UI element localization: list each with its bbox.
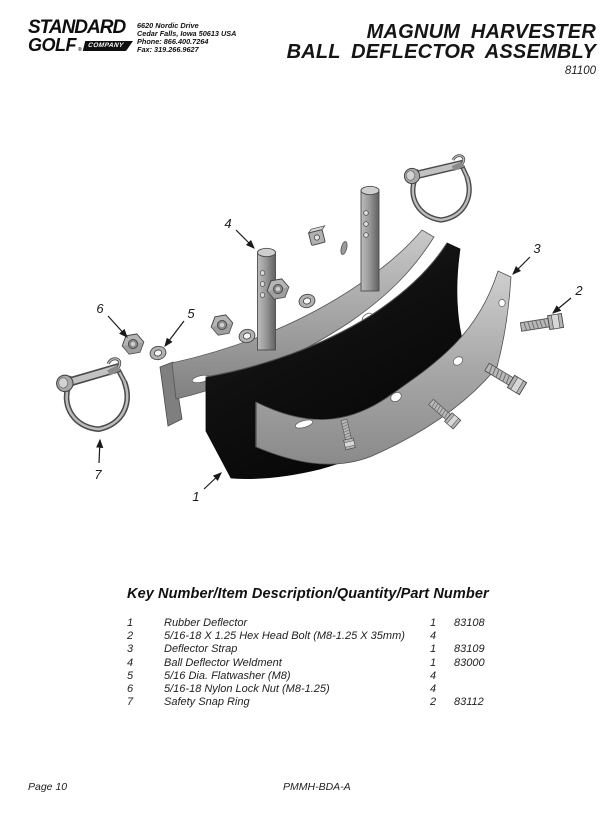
callout-4: 4 (224, 216, 232, 231)
lock-nut (210, 314, 235, 336)
quantity: 4 (430, 669, 437, 682)
table-row (127, 696, 517, 709)
table-row (127, 657, 517, 670)
table-row (127, 617, 517, 630)
assembly-number: 81100 (564, 65, 596, 77)
flatwasher (149, 345, 168, 362)
key-number: 3 (127, 643, 134, 656)
flatwasher (298, 293, 317, 310)
callout-1: 1 (192, 489, 200, 504)
key-number: 1 (127, 617, 134, 629)
item-description: Deflector Strap (164, 643, 238, 656)
item-description: Rubber Deflector (164, 617, 248, 629)
quantity: 1 (430, 656, 437, 669)
table-row (127, 630, 517, 643)
address-line: Fax: 319.266.9627 (137, 45, 199, 54)
callout-7: 7 (94, 467, 102, 482)
item-description: Safety Snap Ring (164, 696, 250, 709)
address-line: Cedar Falls, Iowa 50613 USA (137, 29, 237, 38)
table-row (127, 670, 517, 683)
quantity: 1 (430, 617, 437, 629)
parts-table-header: Key Number/Item Description/Quantity/Part Number (127, 586, 489, 602)
table-row (127, 683, 517, 696)
safety-snap-ring (404, 156, 469, 220)
document-code: PMMH-BDA-A (283, 781, 351, 793)
callout-5: 5 (187, 306, 195, 321)
callout-2: 2 (575, 283, 583, 298)
key-number: 6 (127, 683, 134, 696)
quantity: 2 (430, 696, 437, 709)
key-number: 4 (127, 656, 134, 669)
table-row (127, 643, 517, 656)
callout-3: 3 (533, 241, 541, 256)
key-number: 2 (127, 630, 134, 643)
part-number: 83108 (454, 617, 485, 629)
hex-head-bolt (520, 314, 564, 334)
part-number (454, 670, 517, 683)
page-number: Page 10 (28, 781, 68, 793)
weldment-post-left (258, 248, 276, 350)
weldment-post-right (361, 186, 379, 291)
part-number: 83000 (454, 656, 485, 669)
item-description: 5/16-18 X 1.25 Hex Head Bolt (M8-1.25 X 35mm) (164, 630, 405, 643)
quantity: 1 (430, 643, 437, 656)
callout-6: 6 (96, 301, 104, 316)
logo-golf-text: GOLF (28, 35, 76, 55)
lock-nut (308, 226, 329, 246)
logo-standard-text: STANDARD (28, 17, 126, 38)
quantity: 4 (430, 683, 437, 696)
item-description: 5/16-18 Nylon Lock Nut (M8-1.25) (164, 683, 330, 696)
part-number: 83112 (454, 696, 484, 709)
title-line-2: BALL DEFLECTOR ASSEMBLY (286, 41, 596, 63)
lock-nut (121, 333, 146, 355)
safety-snap-ring (55, 358, 128, 431)
title-line-1: MAGNUM HARVESTER (366, 21, 596, 43)
hex-head-bolt (483, 361, 526, 395)
part-number (454, 630, 517, 643)
parts-table (127, 586, 517, 709)
address-line: 6620 Nordic Drive (137, 21, 199, 30)
address-line: Phone: 866.400.7264 (137, 37, 209, 46)
key-number: 5 (127, 669, 134, 682)
registered-mark: ® (78, 47, 82, 53)
part-number (454, 683, 517, 696)
flatwasher-edge (340, 241, 348, 255)
item-description: 5/16 Dia. Flatwasher (M8) (164, 669, 291, 682)
key-number: 7 (127, 696, 134, 709)
logo-company-text: COMPANY (87, 42, 124, 49)
item-description: Ball Deflector Weldment (164, 656, 282, 669)
part-number: 83109 (454, 643, 485, 656)
quantity: 4 (430, 630, 437, 643)
